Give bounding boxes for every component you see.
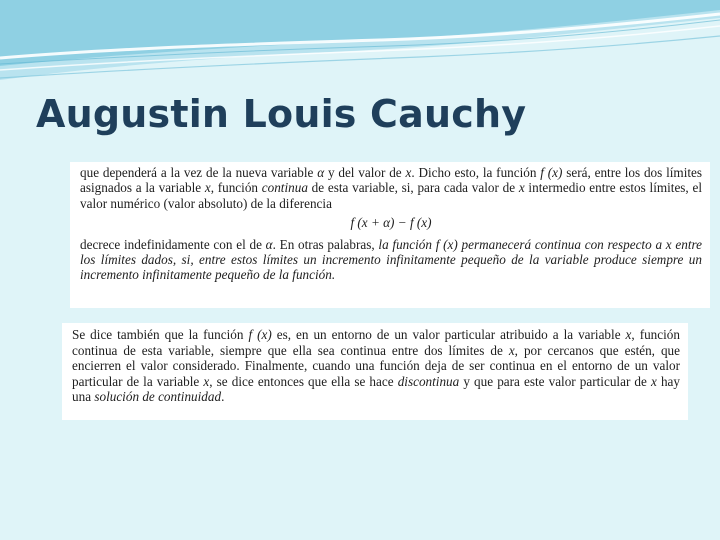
math-function: f (x) <box>540 165 563 180</box>
math-function: f (x) <box>435 236 458 252</box>
math-var: x <box>203 373 210 389</box>
math-var: x <box>518 180 525 196</box>
math-var: x <box>405 165 412 180</box>
emphasis-text: la función <box>378 236 436 252</box>
math-var: α <box>265 236 273 252</box>
paragraph-definition: que dependerá a la vez de la nueva variable α y del valor de x. Dicho esto, la función f (x) será, entre los dos límites asignados a la variable x, función continua de esta variable, si, para cada valor de x intermedio entre estos límites, el valor numérico (valor absoluto) de la diferencia <box>80 165 703 211</box>
math-var: x <box>204 180 211 196</box>
emphasis-text: solución de continuidad <box>94 389 222 405</box>
math-function: f (x) <box>248 327 272 342</box>
text-excerpt-local-continuity <box>62 323 688 420</box>
paragraph-local-continuity: Se dice también que la función f (x) es, en un entorno de un valor particular atribuido a la variable x, función continua de esta variable, siempre que ella sea continua entre dos límites de x, por cercanos que estén, que encierren el valor considerado. Finalmente, cuando una función deja de ser continua en el entorno de un valor particular de la variable x, se dice entonces que ella se hace discontinua y que para este valor particular de x hay una solución de continuidad. <box>72 327 681 405</box>
slide-title: Augustin Louis Cauchy <box>36 92 527 136</box>
math-var: x <box>625 327 632 342</box>
emphasis-text: permanecerá continua con respecto a <box>457 236 666 252</box>
math-var: x <box>665 236 672 252</box>
math-var: x <box>508 342 515 358</box>
math-var: x <box>651 373 657 389</box>
paragraph-restatement: decrece indefinidamente con el de α. En otras palabras, la función f (x) permanecerá continua con respecto a x entre los límites dados, si, entre estos límites un incremento infinitamente pequeño de la variable produce siempre un incremento infinitamente pequeño de la función. <box>80 236 702 283</box>
text-excerpt-continuity-definition <box>70 162 710 308</box>
header-wave-decoration <box>0 0 720 90</box>
math-var: α <box>317 165 325 180</box>
emphasis-text: entre los límites dados, si, entre estos límites un incremento infinitamente pequeño de la variable produce siempre un incremento infinitamente pequeño de la función. <box>80 236 702 283</box>
emphasis-text: discontinua <box>397 373 460 389</box>
emphasis-text: continua <box>261 180 308 196</box>
formula-difference: f (x + α) − f (x) <box>350 215 432 231</box>
